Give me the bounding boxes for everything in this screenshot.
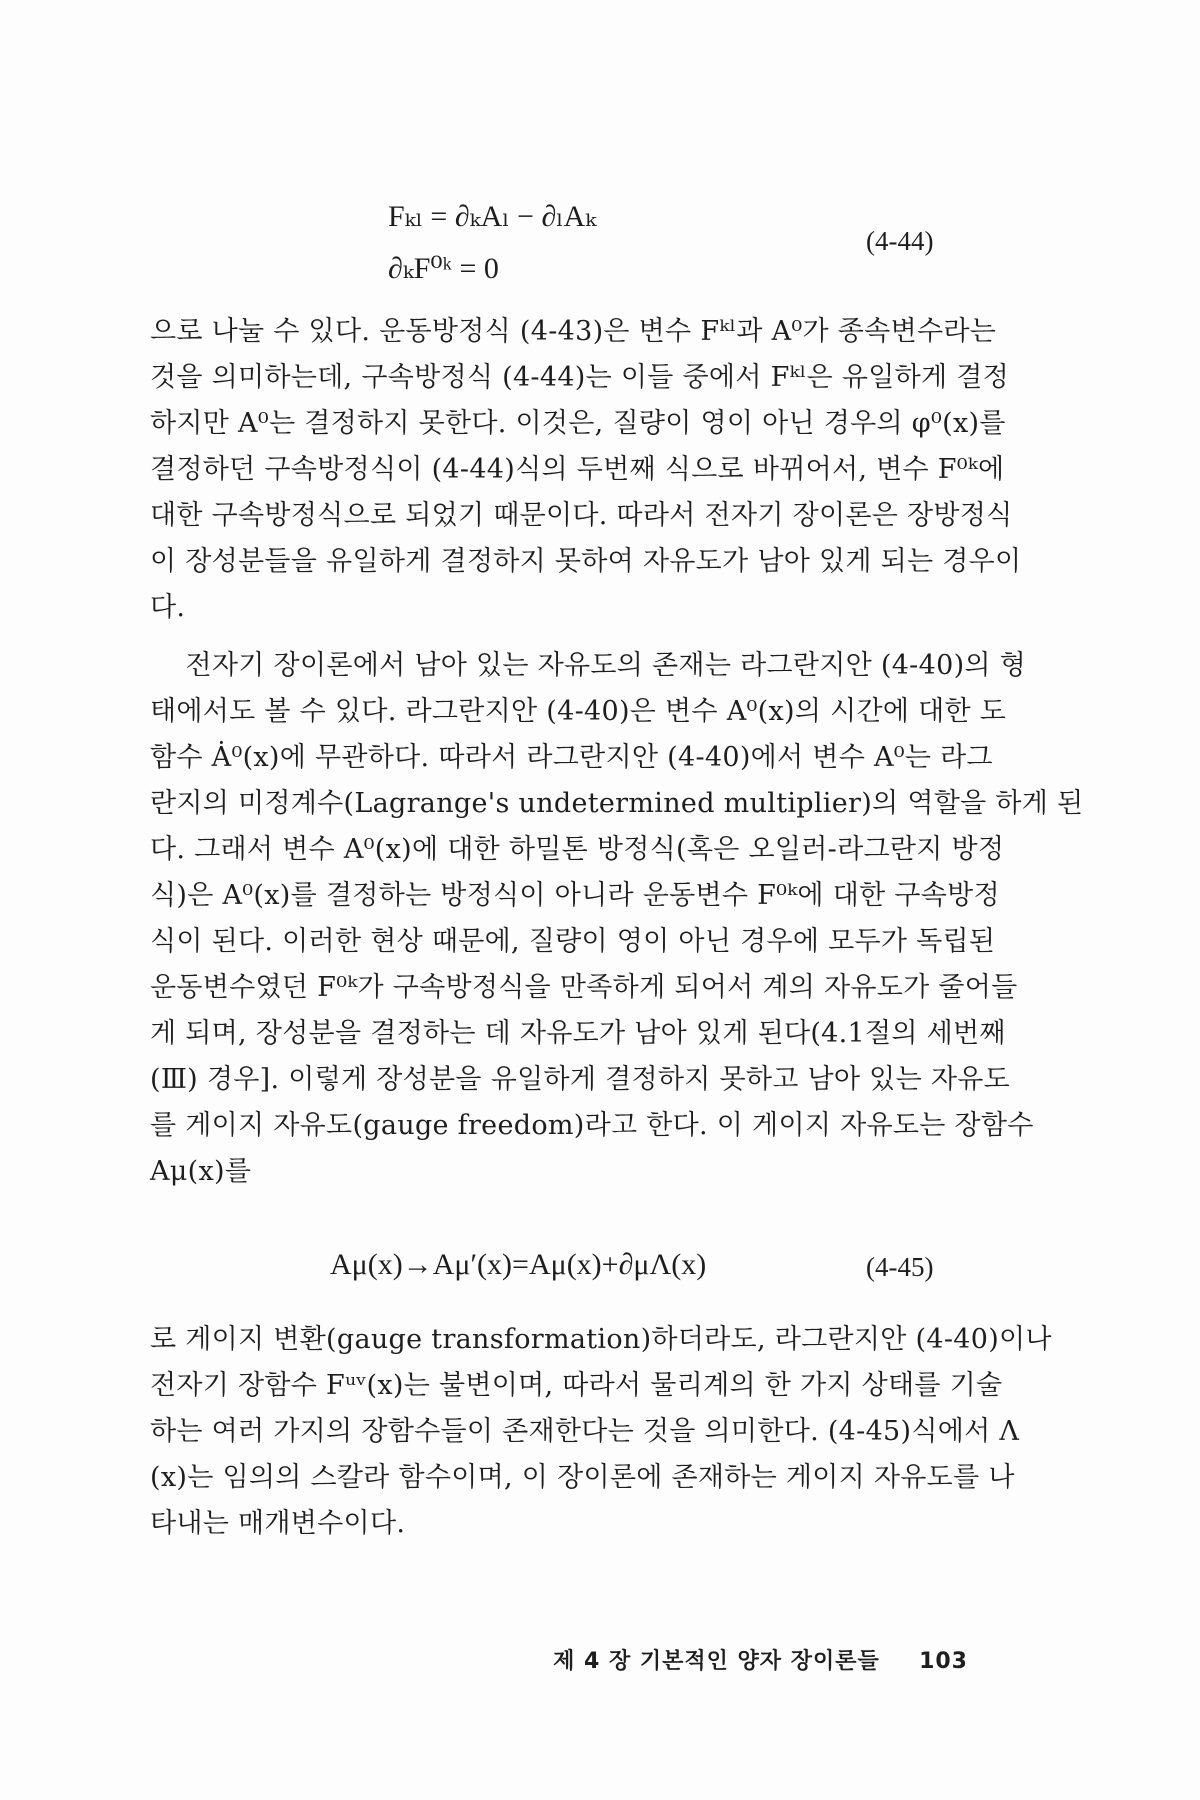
text-line: 로 게이지 변환(gauge transformation)하더라도, 라그란지안 (4-40)이나 [150,1324,1052,1355]
text-line: (Ⅲ) 경우]. 이렇게 장성분을 유일하게 결정하지 못하고 남아 있는 자유도 [150,1064,1010,1095]
text-line: 대한 구속방정식으로 되었기 때문이다. 따라서 전자기 장이론은 장방정식 [150,500,1013,531]
text-line: 태에서도 볼 수 있다. 라그란지안 (4-40)은 변수 A⁰(x)의 시간에 대한 도 [150,696,1007,727]
paragraph-2 [150,644,1084,1204]
text-line: 식이 된다. 이러한 현상 때문에, 질량이 영이 아닌 경우에 모두가 독립된 [150,926,996,957]
equation-4-44-line1: Fₖₗ = ∂ₖAₗ − ∂ₗAₖ [388,200,597,233]
paragraph-3 [150,1318,1052,1558]
paragraph-1 [150,310,1022,640]
text-line: 타내는 매개변수이다. [150,1508,406,1539]
page-footer [553,1644,968,1675]
equation-4-45-body: Aμ(x)→Aμ′(x)=Aμ(x)+∂μΛ(x) [330,1248,707,1281]
text-line: 것을 의미하는데, 구속방정식 (4-44)는 이들 중에서 Fᵏˡ은 유일하게 결정 [150,362,1010,393]
text-line: 다. 그래서 변수 A⁰(x)에 대한 하밀톤 방정식(혹은 오일러-라그란지 방정 [150,834,1005,865]
text-line: (x)는 임의의 스칼라 함수이며, 이 장이론에 존재하는 게이지 자유도를 나 [150,1462,1015,1493]
chapter-title: 제 4 장 기본적인 양자 장이론들 [553,1649,880,1674]
text-line: 운동변수였던 F⁰ᵏ가 구속방정식을 만족하게 되어서 계의 자유도가 줄어들 [150,972,1018,1003]
text-line: Aμ(x)를 [150,1156,252,1187]
text-line: 식)은 A⁰(x)를 결정하는 방정식이 아니라 운동변수 F⁰ᵏ에 대한 구속방정 [150,880,1000,911]
equation-4-45 [330,1250,990,1290]
text-line: 결정하던 구속방정식이 (4-44)식의 두번째 식으로 바뀌어서, 변수 F⁰ᵏ에 [150,454,1005,485]
equation-4-44-line2: ∂ₖF⁰ᵏ = 0 [388,252,499,285]
text-line: 하는 여러 가지의 장함수들이 존재한다는 것을 의미한다. (4-45)식에서 Λ [150,1416,1020,1447]
text-line: 게 되며, 장성분을 결정하는 데 자유도가 남아 있게 된다(4.1절의 세번째 [150,1018,1006,1049]
text-line: 전자기 장이론에서 남아 있는 자유도의 존재는 라그란지안 (4-40)의 형 [150,650,1027,681]
text-line: 이 장성분들을 유일하게 결정하지 못하여 자유도가 남아 있게 되는 경우이 [150,546,1022,577]
text-line: 전자기 장함수 Fᵘᵛ(x)는 불변이며, 따라서 물리계의 한 가지 상태를 기술 [150,1370,1003,1401]
equation-number-4-44: (4-44) [866,226,934,256]
text-line: 란지의 미정계수(Lagrange's undetermined multiplier)의 역할을 하게 된 [150,788,1084,819]
page-number: 103 [919,1649,968,1674]
text-line: 으로 나눌 수 있다. 운동방정식 (4-43)은 변수 Fᵏˡ과 A⁰가 종속변수라는 [150,316,997,347]
equation-4-44 [388,202,988,292]
text-line: 하지만 A⁰는 결정하지 못한다. 이것은, 질량이 영이 아닌 경우의 φ⁰(x)를 [150,408,1006,439]
text-line: 를 게이지 자유도(gauge freedom)라고 한다. 이 게이지 자유도는 장함수 [150,1110,1034,1141]
text-line: 다. [150,592,186,623]
equation-number-4-45: (4-45) [866,1252,934,1282]
text-line: 함수 Ȧ⁰(x)에 무관하다. 따라서 라그란지안 (4-40)에서 변수 A⁰는 라그 [150,742,993,773]
